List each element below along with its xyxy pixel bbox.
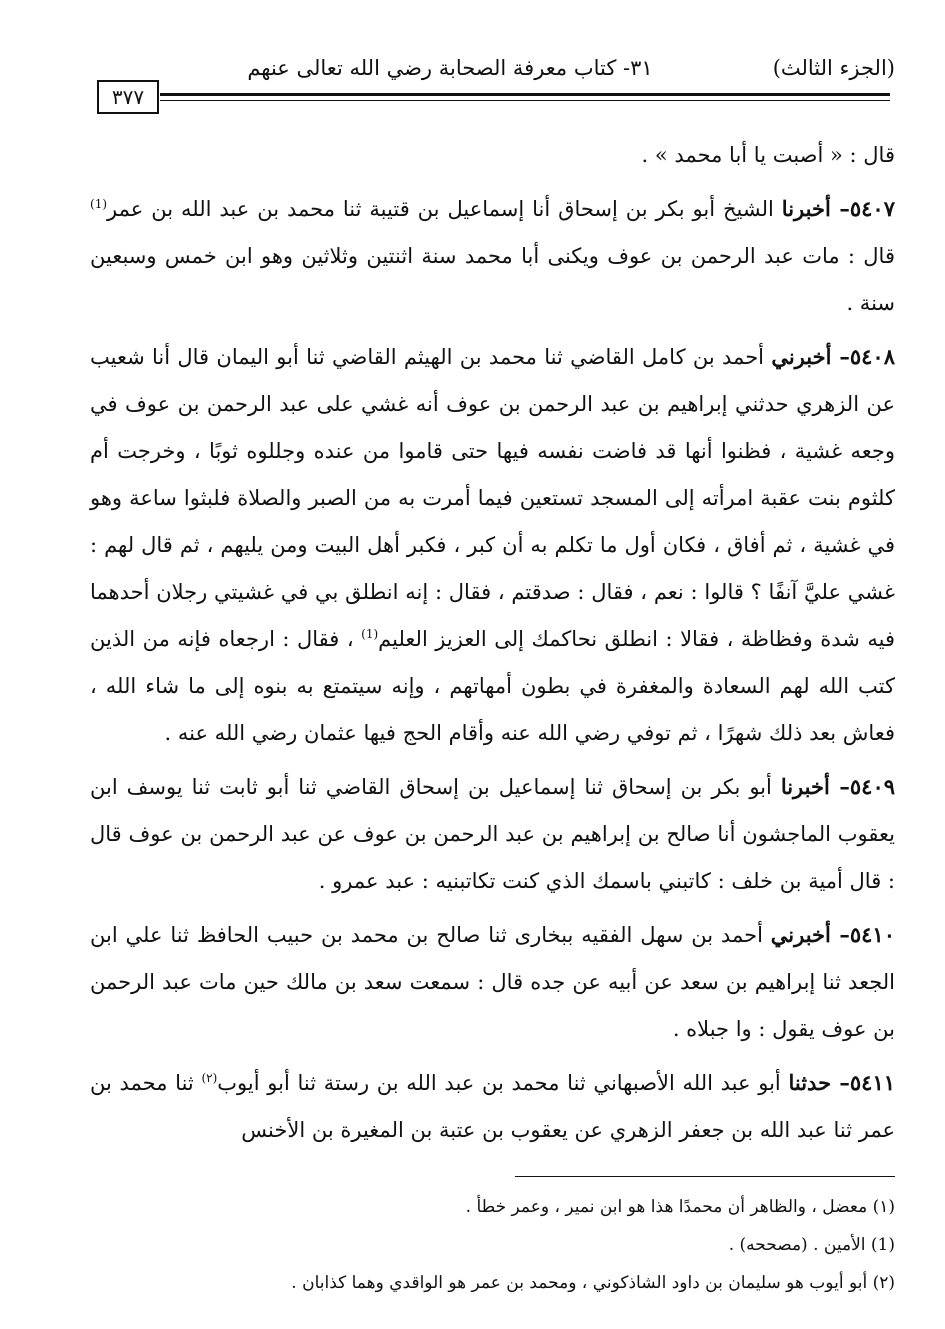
header-rule [160, 93, 890, 101]
footnote-ref: (1) [90, 197, 108, 211]
hadith-5407 [90, 185, 895, 327]
footnote: (١) معضل ، والظاهر أن محمدًا هذا هو ابن نمير ، وعمر خطأ . [465, 1197, 895, 1217]
hadith-5410 [90, 911, 895, 1053]
paragraph [90, 132, 895, 179]
part-label: (الجزء الثالث) [772, 56, 895, 80]
hadith-verb: – أخبرنا [780, 774, 850, 799]
hadith-verb: – أخبرنا [781, 196, 850, 221]
footnote-ref: (٢) [201, 1071, 218, 1085]
hadith-number: ٥٤١١ [849, 1070, 896, 1095]
footnote: (٢) أبو أيوب هو سليمان بن داود الشاذكوني ، ومحمد بن عمر هو الواقدي وهما كذابان . [291, 1273, 895, 1293]
hadith-number: ٥٤١٠ [849, 922, 895, 947]
hadith-text: الشيخ أبو بكر بن إسحاق أنا إسماعيل بن قتيبة ثنا محمد بن عبد الله بن عمر [107, 197, 782, 221]
hadith-text-cont: ، فقال : ارجعاه فإنه من الذين كتب الله لهم السعادة والمغفرة في بطون أمهاتهم ، وإنه سيتمتع به بنوه إلى ما شاء الله ، فعاش بعد ذلك شهرًا ، ثم توفي رضي الله عنه وأقام الحج فيها عثمان رضي الله عنه . [90, 627, 895, 745]
main-text [90, 132, 895, 1160]
hadith-text: أحمد بن كامل القاضي ثنا محمد بن الهيثم القاضي ثنا أبو اليمان قال أنا شعيب عن الزهري حدثني إبراهيم بن عبد الرحمن بن عوف أنه غشي على عبد الرحمن بن عوف في وجعه غشية ، فظنوا أنها قد فاضت نفسه فيها حتى قاموا من عنده وجللوه ثوبًا ، وخرجت أم كلثوم بنت عقبة امرأته إلى المسجد تستعين فيما أمرت به من الصبر والصلاة فلبثوا ساعة وهو في غشية ، ثم أفاق ، فكان أول ما تكلم به أن كبر ، فكبر أهل البيت ومن يليهم ، ثم قال لهم : غشي عليَّ آنفًا ؟ قالوا : نعم ، فقال : صدقتم ، فقال : إنه انطلق بي في غشيتي رجلان أحدهما فيه شدة وفظاظة ، فقالا : انطلق نحاكمك إلى العزيز العليم [90, 345, 895, 651]
hadith-verb: – أخبرني [771, 344, 850, 369]
page-number: ٣٧٧ [97, 80, 159, 114]
hadith-verb: – حدثنا [788, 1070, 850, 1095]
hadith-5408 [90, 333, 895, 757]
hadith-number: ٥٤٠٧ [849, 196, 895, 221]
hadith-number: ٥٤٠٨ [849, 344, 895, 369]
footnote-rule [515, 1176, 895, 1177]
hadith-text-cont: قال : مات عبد الرحمن بن عوف ويكنى أبا محمد سنة اثنتين وثلاثين وهو ابن خمس وسبعين سنة . [90, 244, 895, 315]
hadith-number: ٥٤٠٩ [849, 774, 896, 799]
hadith-text: أبو عبد الله الأصبهاني ثنا محمد بن عبد الله بن رستة ثنا أبو أيوب [217, 1071, 789, 1095]
footnote: (1) الأمين . (مصححه) . [728, 1235, 895, 1255]
hadith-text-cont: ثنا محمد بن عمر ثنا عبد الله بن جعفر الزهري عن يعقوب بن عتبة بن المغيرة بن الأخنس [90, 1071, 895, 1142]
footnote-ref: (1) [361, 627, 379, 641]
paragraph-text: قال : « أصبت يا أبا محمد » . [641, 143, 895, 167]
hadith-5409 [90, 763, 895, 905]
chapter-title: ٣١- كتاب معرفة الصحابة رضي الله تعالى عنهم [247, 56, 653, 80]
hadith-text: أبو بكر بن إسحاق ثنا إسماعيل بن إسحاق القاضي ثنا أبو ثابت ثنا يوسف ابن يعقوب الماجشون أنا صالح بن إبراهيم بن عبد الرحمن بن عوف عن عبد الرحمن بن عوف قال : قال أمية بن خلف : كاتبني باسمك الذي كنت تكاتبنيه : عبد عمرو . [90, 775, 895, 893]
footnotes [90, 1188, 895, 1302]
hadith-verb: – أخبرني [770, 922, 850, 947]
hadith-5411 [90, 1059, 895, 1154]
hadith-text: أحمد بن سهل الفقيه ببخارى ثنا صالح بن محمد بن حبيب الحافظ ثنا علي ابن الجعد ثنا إبراهيم بن سعد عن أبيه عن جده قال : سمعت سعد بن مالك حين مات عبد الرحمن بن عوف يقول : وا جبلاه . [90, 923, 895, 1041]
